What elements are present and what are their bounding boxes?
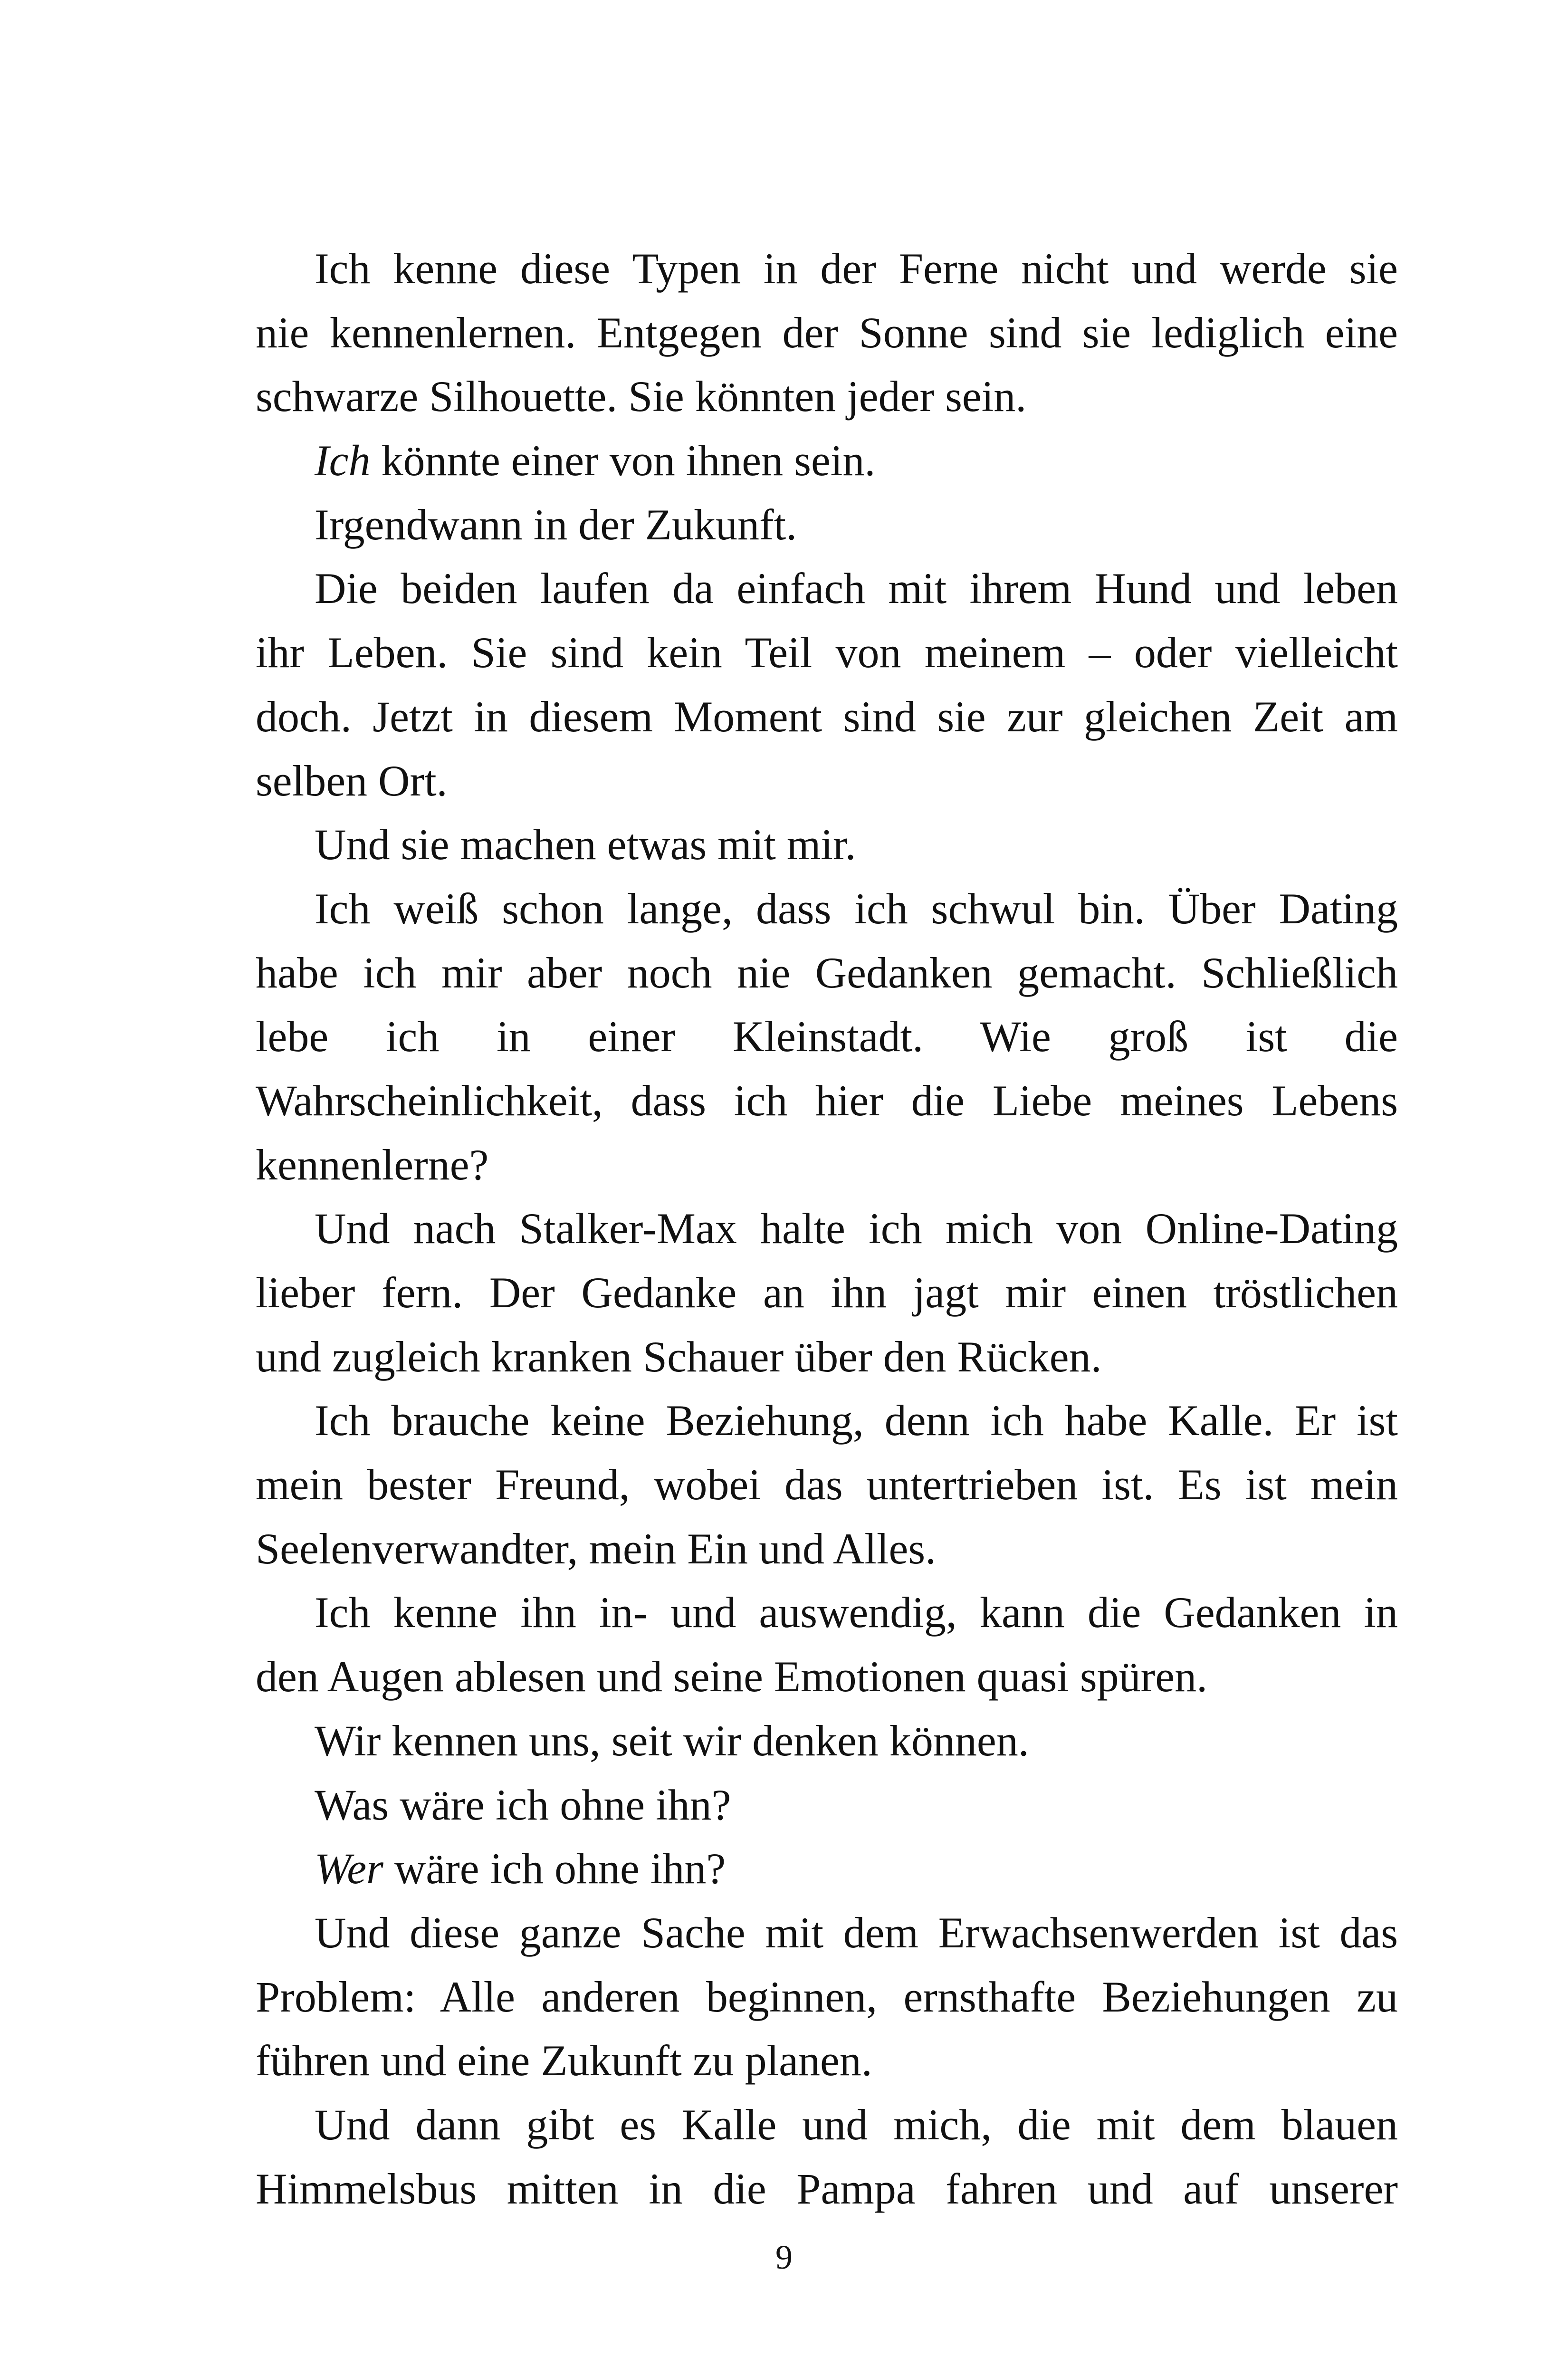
text-line: [256, 1261, 1398, 1325]
line-text: Wahrscheinlichkeit, dass ich hier die Liebe meines Lebens: [256, 1076, 1398, 1125]
line-text: Und dann gibt es Kalle und mich, die mit dem blauen: [315, 2100, 1398, 2149]
text-line: [256, 813, 1398, 877]
line-text: führen und eine Zukunft zu planen.: [256, 2036, 872, 2085]
text-line: [256, 2029, 1398, 2093]
line-text: Ich kenne diese Typen in der Ferne nicht und werde sie: [315, 244, 1398, 293]
italic-word: Ich: [315, 436, 371, 485]
line-text: mein bester Freund, wobei das untertrieben ist. Es ist mein: [256, 1460, 1398, 1509]
text-line: [256, 1901, 1398, 1965]
line-text: wäre ich ohne ihn?: [383, 1844, 726, 1893]
line-text: Seelenverwandter, mein Ein und Alles.: [256, 1524, 937, 1573]
text-line: [256, 877, 1398, 941]
line-text: könnte einer von ihnen sein.: [370, 436, 876, 485]
text-line: [256, 1965, 1398, 2029]
text-line: [256, 1325, 1398, 1389]
line-text: Irgendwann in der Zukunft.: [315, 500, 797, 549]
page-number: 9: [775, 2238, 793, 2276]
italic-word: Wer: [315, 1844, 383, 1893]
line-text: nie kennenlernen. Entgegen der Sonne sind sie lediglich eine: [256, 308, 1398, 357]
text-line: [256, 941, 1398, 1005]
line-text: Problem: Alle anderen beginnen, ernsthafte Beziehungen zu: [256, 1972, 1398, 2021]
line-text: selben Ort.: [256, 756, 448, 805]
text-line: [256, 237, 1398, 301]
line-text: Ich weiß schon lange, dass ich schwul bin. Über Dating: [315, 884, 1398, 933]
line-text: doch. Jetzt in diesem Moment sind sie zur gleichen Zeit am: [256, 692, 1398, 741]
line-text: Die beiden laufen da einfach mit ihrem Hund und leben: [315, 564, 1398, 613]
text-line: [256, 685, 1398, 749]
text-line: [256, 429, 1398, 493]
text-line: [256, 1133, 1398, 1197]
line-text: lebe ich in einer Kleinstadt. Wie groß ist die: [256, 1012, 1398, 1061]
line-text: Und sie machen etwas mit mir.: [315, 820, 856, 869]
text-line: [256, 1709, 1398, 1773]
line-text: habe ich mir aber noch nie Gedanken gemacht. Schließlich: [256, 948, 1398, 997]
text-line: [256, 493, 1398, 557]
text-line: [256, 1773, 1398, 1837]
text-line: [256, 301, 1398, 365]
line-text: ihr Leben. Sie sind kein Teil von meinem – oder vielleicht: [256, 628, 1398, 677]
body-text: [256, 237, 1398, 2221]
line-text: Ich kenne ihn in- und auswendig, kann die Gedanken in: [315, 1588, 1398, 1637]
text-line: [256, 1453, 1398, 1517]
line-text: kennenlerne?: [256, 1140, 489, 1189]
text-line: [256, 364, 1398, 429]
text-line: [256, 1197, 1398, 1261]
text-line: [256, 1389, 1398, 1453]
line-text: und zugleich kranken Schauer über den Rücken.: [256, 1332, 1102, 1381]
text-line: [256, 1005, 1398, 1069]
text-line: [256, 621, 1398, 685]
text-line: [256, 556, 1398, 621]
text-line: [256, 1517, 1398, 1581]
text-line: [256, 1069, 1398, 1133]
line-text: lieber fern. Der Gedanke an ihn jagt mir einen tröstlichen: [256, 1268, 1398, 1317]
line-text: schwarze Silhouette. Sie könnten jeder sein.: [256, 372, 1027, 421]
text-line: [256, 1581, 1398, 1645]
text-line: [256, 1837, 1398, 1901]
text-line: [256, 2157, 1398, 2221]
line-text: Himmelsbus mitten in die Pampa fahren und auf unserer: [256, 2164, 1398, 2213]
text-line: [256, 1645, 1398, 1709]
line-text: Wir kennen uns, seit wir denken können.: [315, 1716, 1029, 1765]
line-text: Und nach Stalker-Max halte ich mich von Online-Dating: [315, 1204, 1398, 1253]
line-text: Was wäre ich ohne ihn?: [315, 1780, 731, 1829]
text-line: [256, 749, 1398, 813]
line-text: den Augen ablesen und seine Emotionen quasi spüren.: [256, 1652, 1208, 1701]
text-line: [256, 2093, 1398, 2157]
line-text: Ich brauche keine Beziehung, denn ich habe Kalle. Er ist: [315, 1396, 1398, 1445]
line-text: Und diese ganze Sache mit dem Erwachsenwerden ist das: [315, 1908, 1398, 1957]
